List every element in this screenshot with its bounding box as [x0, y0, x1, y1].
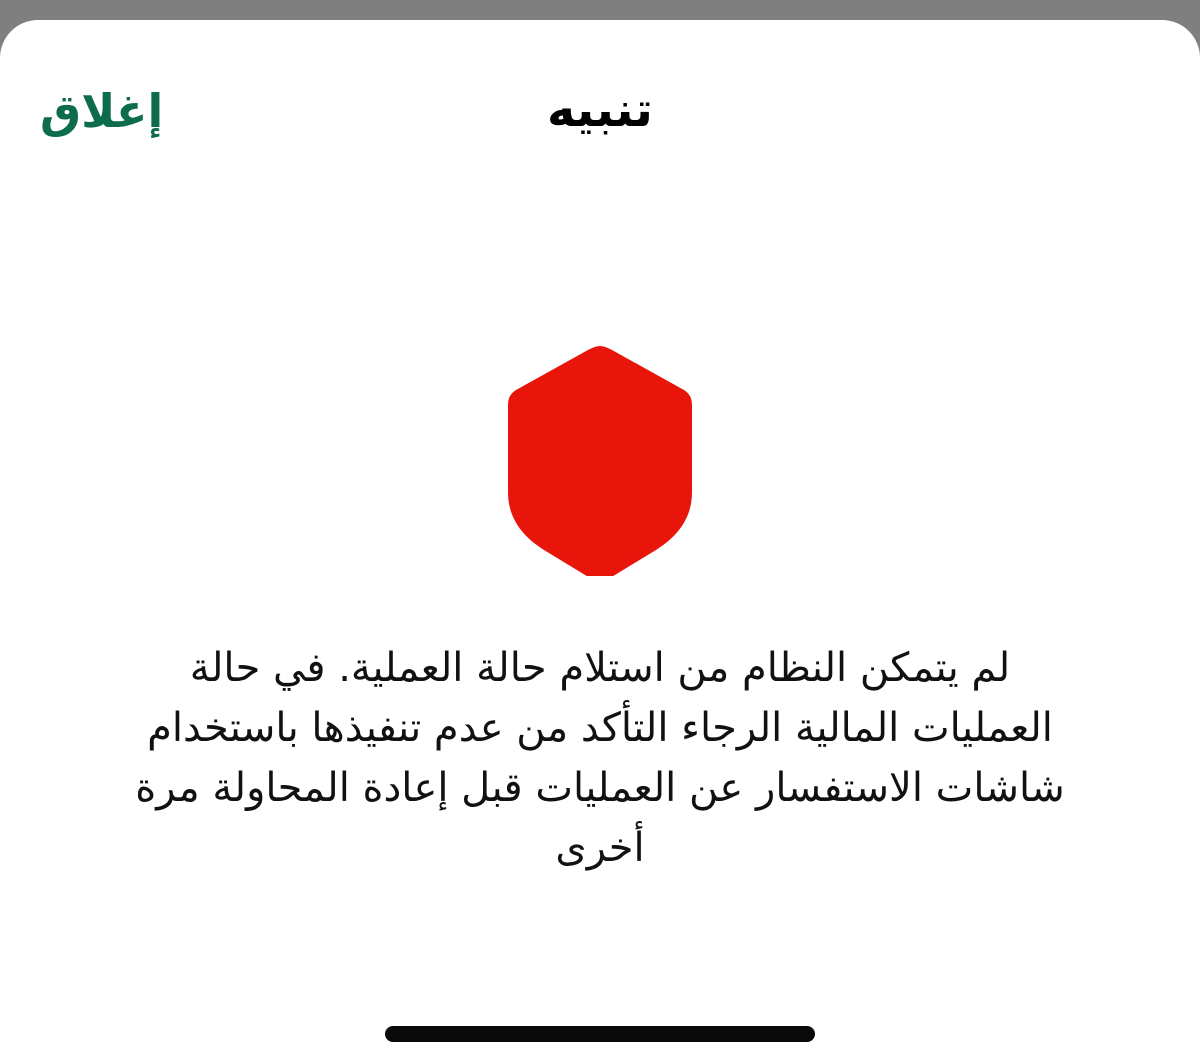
- home-indicator[interactable]: [385, 1026, 815, 1042]
- shield-icon: [500, 342, 700, 576]
- alert-sheet: [0, 20, 1200, 1064]
- shield-shape: [508, 346, 692, 576]
- page-title: تنبيه: [547, 82, 653, 138]
- sheet-header: [0, 20, 1200, 220]
- close-button[interactable]: إغلاق: [40, 84, 164, 138]
- alert-message: لم يتمكن النظام من استلام حالة العملية. في حالة العمليات المالية الرجاء التأكد من عدم تنفيذها باستخدام شاشات الاستفسار عن العمليات قبل إعادة المحاولة مرة أخرى: [135, 645, 1065, 871]
